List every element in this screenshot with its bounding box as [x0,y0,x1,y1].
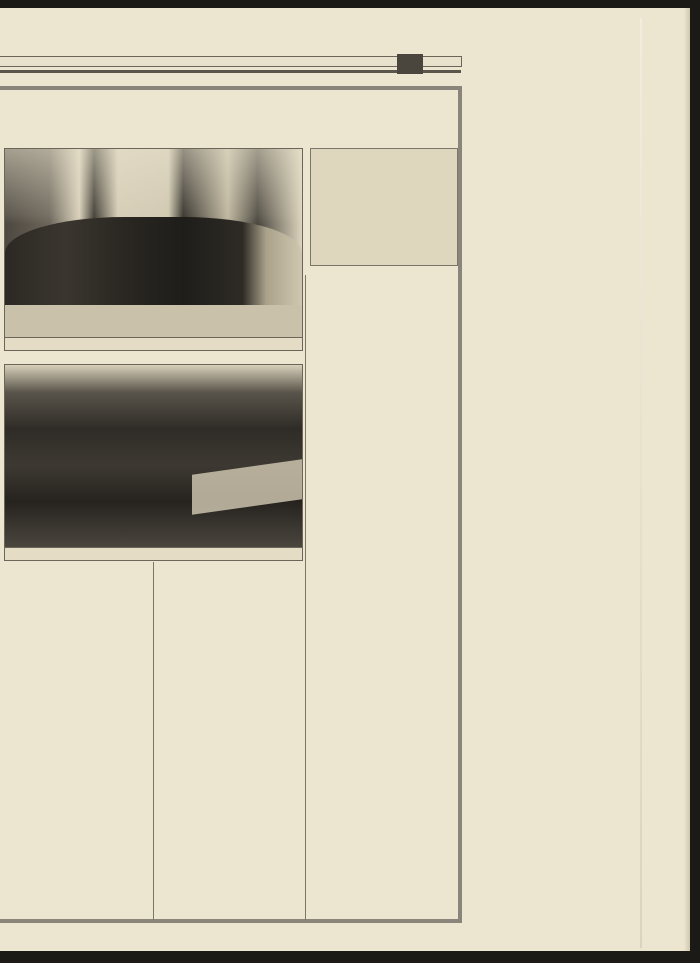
column-divider [305,275,306,920]
column-divider [153,562,154,920]
graduating-class-photo [4,364,303,548]
photo-caption-class [4,547,303,561]
paper-fold [640,18,642,948]
graduation-gowns-shape [5,217,302,307]
article-intro-box [310,148,458,266]
section-header-rule [0,70,461,73]
stage-shape [192,459,302,514]
ceremony-officials-photo [4,148,303,338]
photo-caption-officials [4,337,303,351]
section-tab [397,54,423,74]
col-arts [312,280,458,918]
floor-shape [5,305,302,337]
article-headline [0,95,455,135]
section-header-bar [0,56,462,67]
